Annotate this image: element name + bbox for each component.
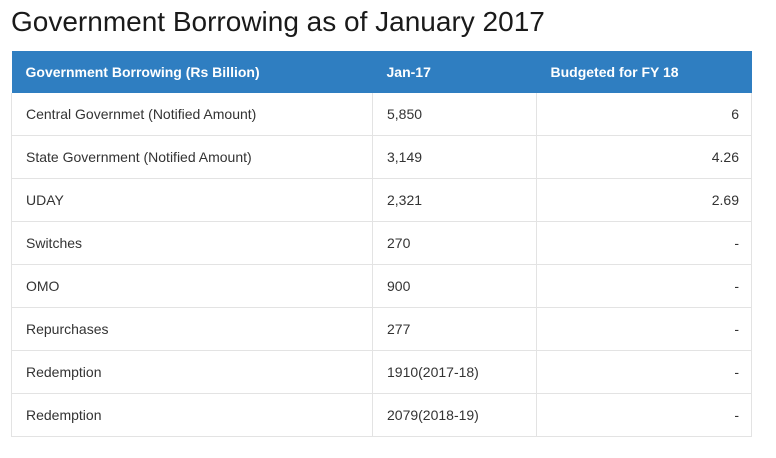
budgeted-fy18-cell: - xyxy=(537,351,752,394)
table-row xyxy=(12,222,752,265)
jan-17-cell: 5,850 xyxy=(373,93,537,136)
budgeted-fy18-cell: - xyxy=(537,265,752,308)
budgeted-fy18-cell: 6 xyxy=(537,93,752,136)
jan-17-cell: 2079(2018-19) xyxy=(373,394,537,437)
table-row xyxy=(12,351,752,394)
jan-17-cell: 900 xyxy=(373,265,537,308)
table-header xyxy=(12,51,752,93)
budgeted-fy18-cell: 2.69 xyxy=(537,179,752,222)
row-label-cell: Repurchases xyxy=(12,308,373,351)
jan-17-cell: 277 xyxy=(373,308,537,351)
table-row xyxy=(12,93,752,136)
row-label-cell: Redemption xyxy=(12,394,373,437)
row-label-cell: State Government (Notified Amount) xyxy=(12,136,373,179)
budgeted-fy18-cell: 4.26 xyxy=(537,136,752,179)
jan-17-cell: 270 xyxy=(373,222,537,265)
table-row xyxy=(12,308,752,351)
header-cell-category: Government Borrowing (Rs Billion) xyxy=(12,51,373,93)
row-label-cell: Switches xyxy=(12,222,373,265)
table-row xyxy=(12,265,752,308)
row-label-cell: OMO xyxy=(12,265,373,308)
table-row xyxy=(12,179,752,222)
table-body xyxy=(12,93,752,437)
table-row xyxy=(12,136,752,179)
header-row xyxy=(12,51,752,93)
borrowing-table-container xyxy=(11,51,751,437)
jan-17-cell: 2,321 xyxy=(373,179,537,222)
header-cell-jan-17: Jan-17 xyxy=(373,51,537,93)
row-label-cell: Central Governmet (Notified Amount) xyxy=(12,93,373,136)
jan-17-cell: 1910(2017-18) xyxy=(373,351,537,394)
header-cell-budgeted-fy18: Budgeted for FY 18 xyxy=(537,51,752,93)
jan-17-cell: 3,149 xyxy=(373,136,537,179)
budgeted-fy18-cell: - xyxy=(537,308,752,351)
row-label-cell: Redemption xyxy=(12,351,373,394)
budgeted-fy18-cell: - xyxy=(537,394,752,437)
budgeted-fy18-cell: - xyxy=(537,222,752,265)
row-label-cell: UDAY xyxy=(12,179,373,222)
table-row xyxy=(12,394,752,437)
page-title: Government Borrowing as of January 2017 xyxy=(11,6,545,37)
borrowing-table xyxy=(11,51,752,437)
